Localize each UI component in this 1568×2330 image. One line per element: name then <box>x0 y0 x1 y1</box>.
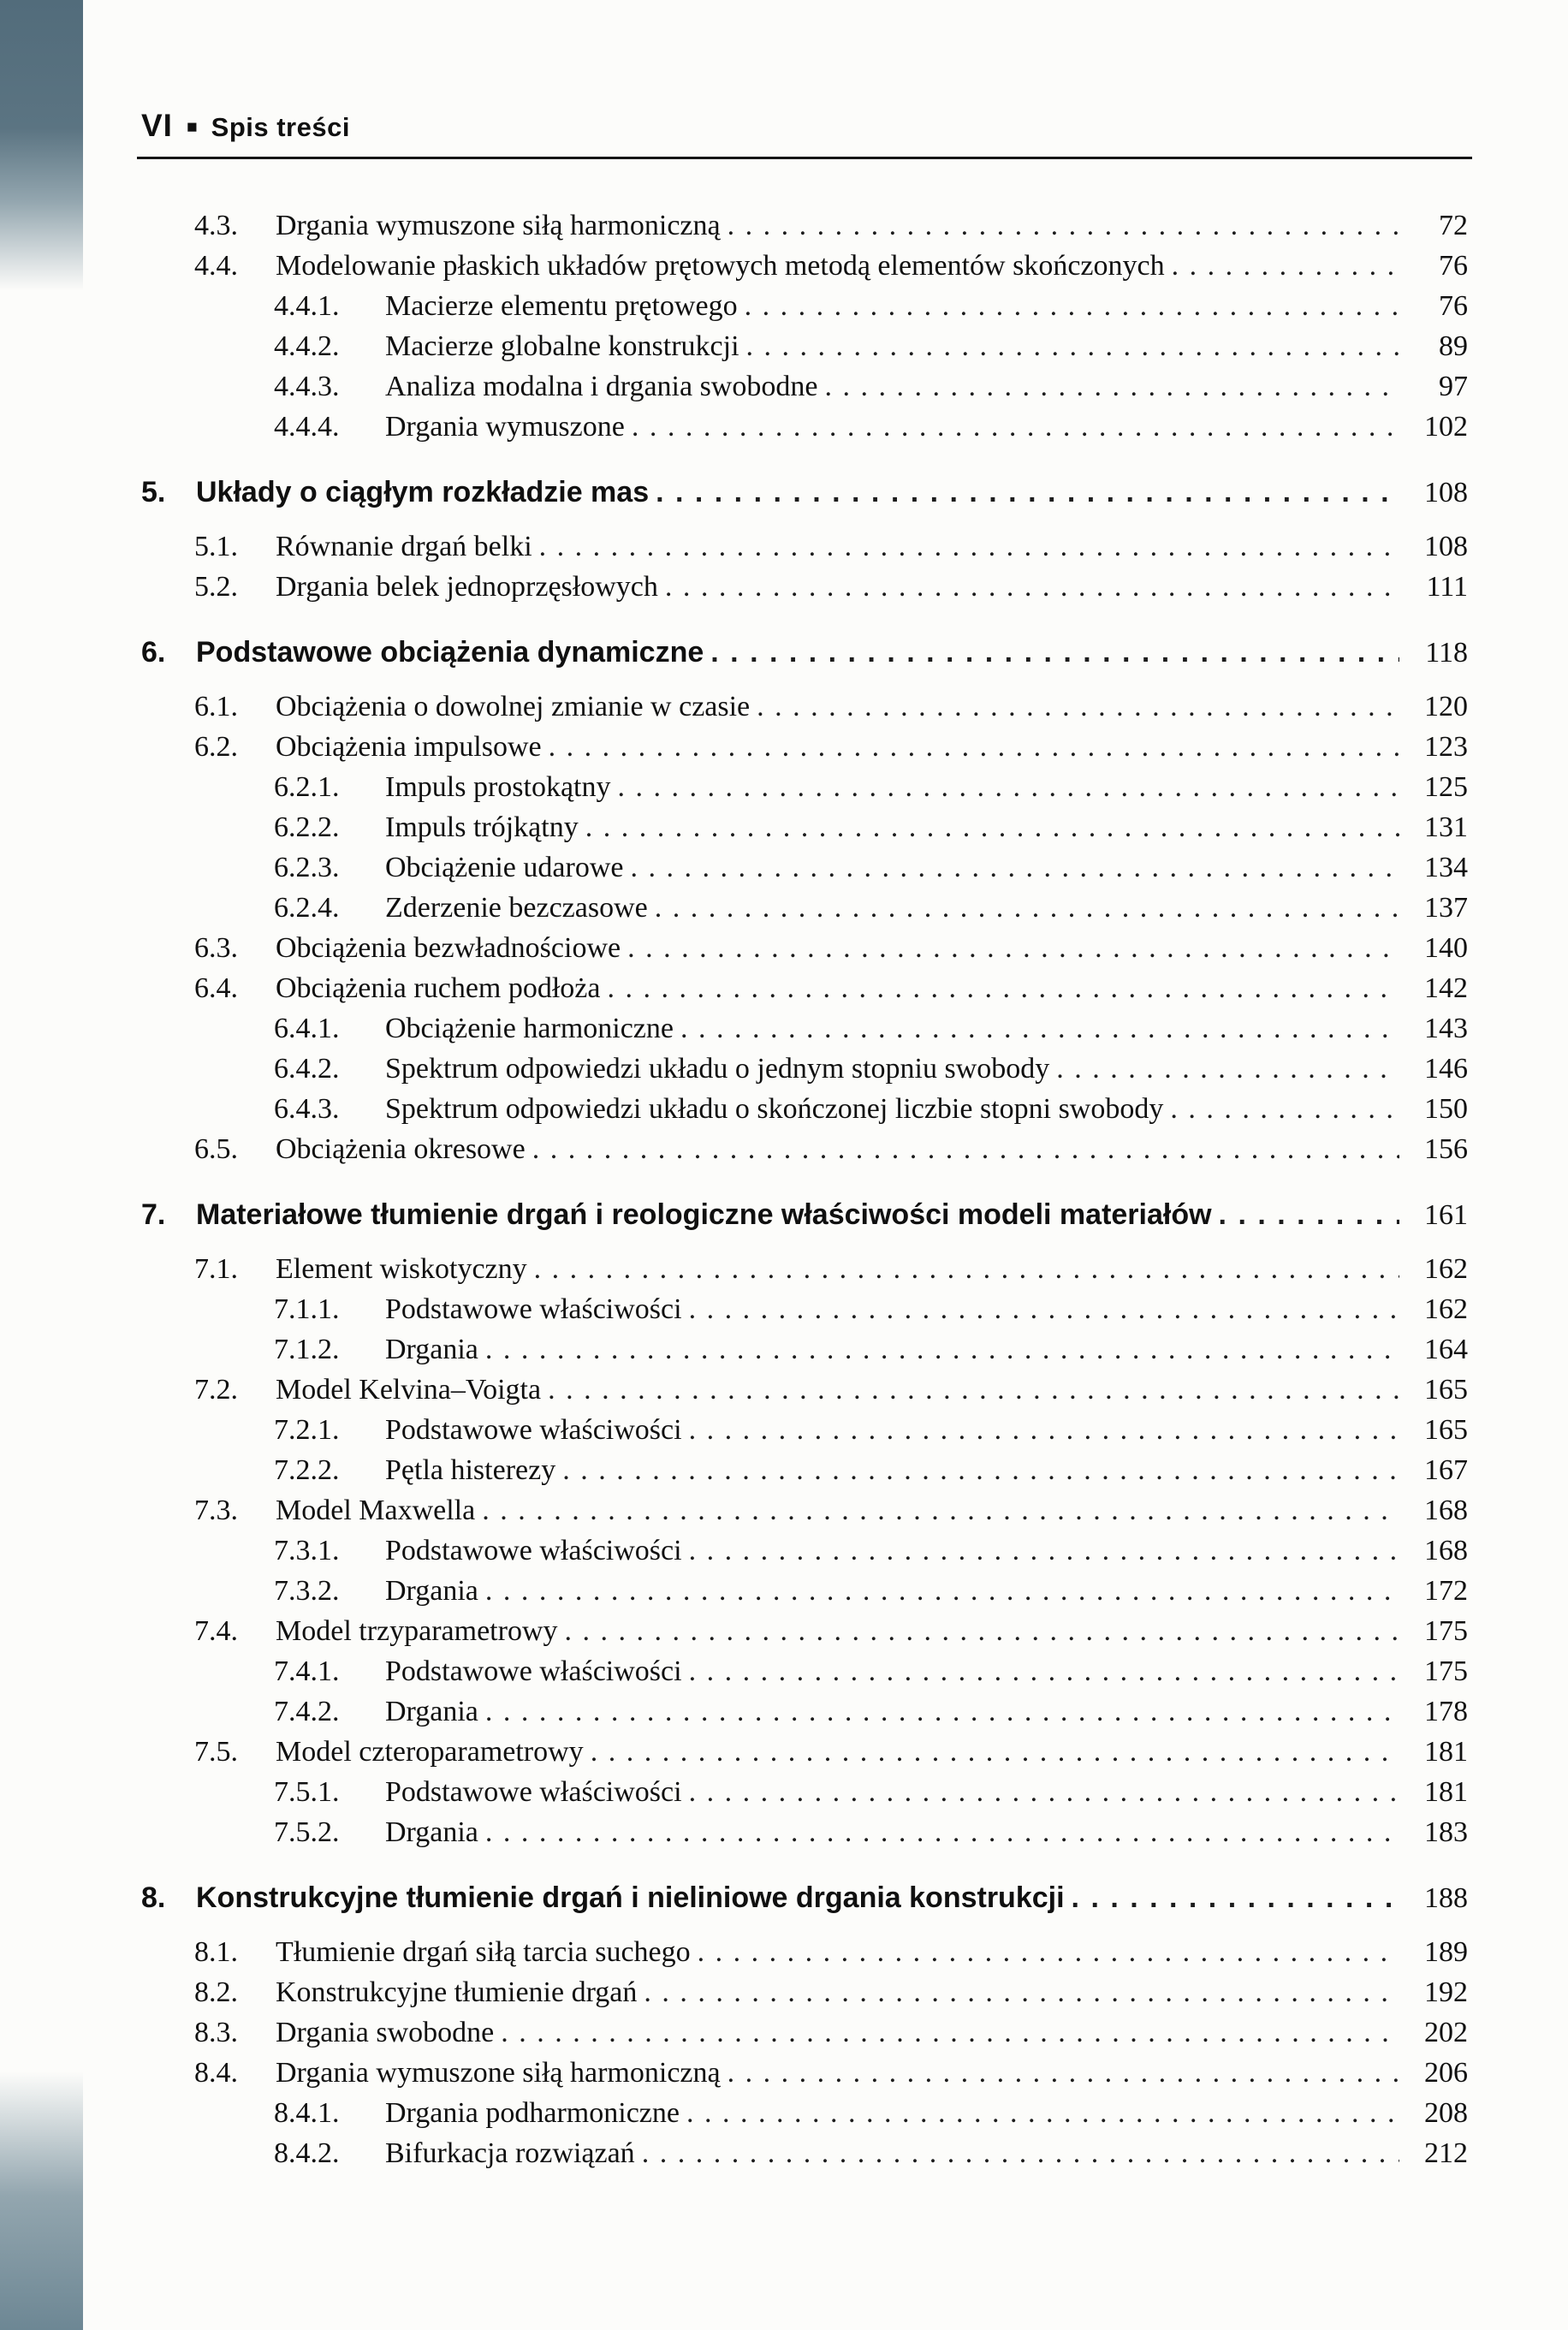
toc-dot-leader <box>745 286 1399 326</box>
toc-dot-leader <box>562 1450 1399 1490</box>
toc-row <box>141 1972 1468 2012</box>
toc-entry-number: 7.3. <box>194 1495 238 1526</box>
toc-dot-leader <box>689 1410 1399 1450</box>
toc-entry-number: 6.4. <box>194 972 238 1004</box>
toc-entry-title: Materiałowe tłumienie drgań i reologiczne właściwości modeli materiałów <box>196 1198 1212 1231</box>
toc-row <box>141 1812 1468 1852</box>
toc-entry-page: 167 <box>1424 1454 1468 1486</box>
toc-entry-number: 8.2. <box>194 1976 238 2008</box>
toc-entry-title: Obciążenia ruchem podłoża <box>276 972 601 1004</box>
toc-entry-page: 172 <box>1424 1575 1468 1607</box>
toc-entry-page: 175 <box>1424 1615 1468 1647</box>
toc-entry-page: 208 <box>1424 2097 1468 2129</box>
toc-entry-title: Drgania podharmoniczne <box>385 2097 680 2129</box>
toc-row <box>141 366 1468 407</box>
toc-entry-number: 7.1.2. <box>274 1334 340 1365</box>
running-head <box>141 108 1468 144</box>
toc-entry-title: Drgania belek jednoprzęsłowych <box>276 571 658 603</box>
toc-row <box>141 1289 1468 1329</box>
toc-entry-number: 5.2. <box>194 571 238 603</box>
toc-entry-title: Drgania wymuszone <box>385 411 625 443</box>
toc-row <box>141 326 1468 366</box>
toc-entry-title: Element wiskotyczny <box>276 1253 527 1285</box>
toc-entry-title: Obciążenie udarowe <box>385 852 624 883</box>
toc-dot-leader <box>642 2133 1399 2173</box>
toc-entry-page: 134 <box>1424 852 1468 883</box>
toc-row <box>141 1450 1468 1490</box>
toc-entry-title: Układy o ciągłym rozkładzie mas <box>196 476 650 508</box>
toc-entry-number: 6.3. <box>194 932 238 964</box>
toc-entry-title: Analiza modalna i drgania swobodne <box>385 371 818 402</box>
toc-entry-page: 76 <box>1439 250 1468 282</box>
toc-dot-leader <box>698 1932 1399 1972</box>
toc-row <box>141 1370 1468 1410</box>
toc-entry-title: Obciążenia bezwładnościowe <box>276 932 621 964</box>
toc-entry-number: 6. <box>141 636 166 669</box>
toc-entry-title: Drgania <box>385 1334 478 1365</box>
toc-dot-leader <box>532 1129 1399 1169</box>
toc-row <box>141 1329 1468 1370</box>
page-number-label: VI <box>141 108 173 143</box>
toc-entry-number: 8.1. <box>194 1936 238 1968</box>
toc-entry-page: 108 <box>1424 531 1468 562</box>
toc-dot-leader <box>485 1571 1399 1611</box>
toc-dot-leader <box>607 968 1399 1008</box>
toc-entry-page: 123 <box>1424 731 1468 763</box>
toc-entry-page: 178 <box>1424 1696 1468 1727</box>
toc-entry-title: Podstawowe właściwości <box>385 1776 682 1808</box>
toc-entry-number: 6.4.1. <box>274 1013 340 1044</box>
toc-dot-leader <box>689 1531 1399 1571</box>
toc-row <box>141 2053 1468 2093</box>
toc-entry-title: Obciążenia o dowolnej zmianie w czasie <box>276 691 751 722</box>
toc-entry-title: Pętla histerezy <box>385 1454 556 1486</box>
toc-row <box>141 526 1468 567</box>
toc-dot-leader <box>680 1008 1399 1049</box>
toc-entry-number: 7.2.2. <box>274 1454 340 1486</box>
toc-entry-title: Model trzyparametrowy <box>276 1615 558 1647</box>
toc-entry-title: Konstrukcyjne tłumienie drgań <box>276 1976 638 2008</box>
toc-entry-title: Konstrukcyjne tłumienie drgań i nieliniowe drgania konstrukcji <box>196 1881 1065 1914</box>
toc-dot-leader <box>548 1370 1399 1410</box>
toc-entry-number: 8.4.1. <box>274 2097 340 2129</box>
page-title: Spis treści <box>211 112 350 142</box>
toc-entry-number: 7.2.1. <box>274 1414 340 1446</box>
toc-dot-leader <box>1172 246 1399 286</box>
toc-entry-page: 206 <box>1424 2057 1468 2089</box>
toc-entry-number: 7.5.1. <box>274 1776 340 1808</box>
toc-row <box>141 1932 1468 1972</box>
toc-entry-page: 150 <box>1424 1093 1468 1125</box>
toc-entry-title: Obciążenia impulsowe <box>276 731 542 763</box>
toc-entry-number: 4.4.1. <box>274 290 340 322</box>
toc-entry-page: 165 <box>1424 1374 1468 1406</box>
toc-entry-number: 6.2.4. <box>274 892 340 924</box>
toc-row <box>141 1089 1468 1129</box>
toc-entry-title: Macierze globalne konstrukcji <box>385 330 739 362</box>
toc-dot-leader <box>689 1651 1399 1691</box>
toc-row <box>141 928 1468 968</box>
toc-entry-page: 72 <box>1439 210 1468 241</box>
toc-entry-page: 161 <box>1424 1199 1468 1231</box>
toc-entry-page: 111 <box>1426 571 1468 603</box>
toc-row <box>141 2133 1468 2173</box>
toc-entry-page: 140 <box>1424 932 1468 964</box>
toc-row <box>141 2093 1468 2133</box>
toc-dot-leader <box>501 2012 1399 2053</box>
toc-entry-title: Macierze elementu prętowego <box>385 290 738 322</box>
toc-dot-leader <box>655 888 1399 928</box>
toc-entry-number: 6.2.1. <box>274 771 340 803</box>
toc-dot-leader <box>627 928 1399 968</box>
toc-row <box>141 1049 1468 1089</box>
toc-entry-number: 8.4. <box>194 2057 238 2089</box>
toc-row <box>141 1195 1468 1235</box>
toc-entry-title: Drgania swobodne <box>276 2017 495 2048</box>
toc-row <box>141 1691 1468 1732</box>
toc-dot-leader <box>689 1289 1399 1329</box>
toc-dot-leader <box>728 2053 1399 2093</box>
toc-entry-page: 164 <box>1424 1334 1468 1365</box>
toc-dot-leader <box>617 767 1399 807</box>
toc-entry-number: 7.4. <box>194 1615 238 1647</box>
toc-entry-page: 143 <box>1424 1013 1468 1044</box>
toc-dot-leader <box>565 1611 1400 1651</box>
toc-entry-title: Podstawowe właściwości <box>385 1655 682 1687</box>
toc-row <box>141 807 1468 847</box>
toc-row <box>141 286 1468 326</box>
toc-row <box>141 1008 1468 1049</box>
toc-entry-page: 118 <box>1425 637 1468 669</box>
toc-dot-leader <box>686 2093 1399 2133</box>
toc-entry-title: Obciążenia okresowe <box>276 1133 526 1165</box>
toc-dot-leader <box>665 567 1399 607</box>
toc-row <box>141 1531 1468 1571</box>
toc-entry-title: Obciążenie harmoniczne <box>385 1013 674 1044</box>
toc-entry-number: 4.4.3. <box>274 371 340 402</box>
toc-entry-page: 175 <box>1424 1655 1468 1687</box>
toc-entry-number: 4.4.2. <box>274 330 340 362</box>
toc-row <box>141 1129 1468 1169</box>
toc-dot-leader <box>632 407 1399 447</box>
toc-row <box>141 567 1468 607</box>
toc-dot-leader <box>1170 1089 1399 1129</box>
toc-dot-leader <box>757 687 1399 727</box>
toc-dot-leader <box>485 1691 1399 1732</box>
toc-row <box>141 1878 1468 1918</box>
square-bullet-icon: ■ <box>186 117 198 137</box>
toc-entry-page: 142 <box>1424 972 1468 1004</box>
toc-dot-leader <box>485 1812 1399 1852</box>
toc-row <box>141 1249 1468 1289</box>
toc-entry-page: 181 <box>1424 1776 1468 1808</box>
toc-entry-title: Podstawowe właściwości <box>385 1414 682 1446</box>
book-spine-shadow <box>0 0 83 2330</box>
toc-entry-number: 6.1. <box>194 691 238 722</box>
toc-entry-page: 188 <box>1424 1882 1468 1914</box>
toc-entry-page: 162 <box>1424 1293 1468 1325</box>
toc-entry-page: 89 <box>1439 330 1468 362</box>
toc-entry-number: 7.1.1. <box>274 1293 340 1325</box>
toc-entry-title: Impuls prostokątny <box>385 771 611 803</box>
toc-entry-page: 168 <box>1424 1495 1468 1526</box>
toc-entry-number: 6.2. <box>194 731 238 763</box>
toc-entry-title: Podstawowe właściwości <box>385 1535 682 1566</box>
toc-row <box>141 727 1468 767</box>
toc-entry-number: 6.4.3. <box>274 1093 340 1125</box>
toc-row <box>141 888 1468 928</box>
toc-entry-number: 7.4.1. <box>274 1655 340 1687</box>
toc-entry-page: 162 <box>1424 1253 1468 1285</box>
toc-row <box>141 1772 1468 1812</box>
toc-entry-page: 202 <box>1424 2017 1468 2048</box>
toc-dot-leader <box>482 1490 1399 1531</box>
toc-dot-leader <box>746 326 1399 366</box>
toc-entry-number: 7.3.1. <box>274 1535 340 1566</box>
toc-entry-title: Model Maxwella <box>276 1495 476 1526</box>
toc-entry-page: 131 <box>1424 811 1468 843</box>
toc-entry-number: 7.4.2. <box>274 1696 340 1727</box>
toc-row <box>141 407 1468 447</box>
toc-row <box>141 473 1468 513</box>
toc-entry-number: 7.1. <box>194 1253 238 1285</box>
toc-entry-title: Drgania <box>385 1816 478 1848</box>
toc-entry-number: 7.2. <box>194 1374 238 1406</box>
toc-dot-leader <box>1072 1878 1399 1918</box>
toc-entry-page: 120 <box>1424 691 1468 722</box>
toc-entry-number: 6.2.3. <box>274 852 340 883</box>
toc-entry-number: 5.1. <box>194 531 238 562</box>
toc-entry-title: Tłumienie drgań siłą tarcia suchego <box>276 1936 691 1968</box>
toc-entry-page: 137 <box>1424 892 1468 924</box>
toc-entry-number: 4.4.4. <box>274 411 340 443</box>
toc-entry-title: Spektrum odpowiedzi układu o jednym stopniu swobody <box>385 1053 1050 1085</box>
toc-entry-number: 8.3. <box>194 2017 238 2048</box>
toc-entry-number: 7.3.2. <box>274 1575 340 1607</box>
toc-row <box>141 767 1468 807</box>
toc-row <box>141 1611 1468 1651</box>
toc-entry-title: Bifurkacja rozwiązań <box>385 2137 635 2169</box>
toc-entry-title: Podstawowe obciążenia dynamiczne <box>196 636 704 669</box>
toc-row <box>141 205 1468 246</box>
toc-entry-number: 6.4.2. <box>274 1053 340 1085</box>
toc-row <box>141 1651 1468 1691</box>
toc-entry-page: 156 <box>1424 1133 1468 1165</box>
toc-entry-page: 189 <box>1424 1936 1468 1968</box>
toc-dot-leader <box>534 1249 1399 1289</box>
toc-dot-leader <box>710 633 1399 673</box>
toc-entry-title: Spektrum odpowiedzi układu o skończonej liczbie stopni swobody <box>385 1093 1164 1125</box>
toc-row <box>141 1490 1468 1531</box>
toc-entry-page: 181 <box>1424 1736 1468 1768</box>
toc-entry-number: 7.5.2. <box>274 1816 340 1848</box>
toc-entry-title: Modelowanie płaskich układów prętowych metodą elementów skończonych <box>276 250 1165 282</box>
toc-row <box>141 968 1468 1008</box>
toc-row <box>141 2012 1468 2053</box>
toc-dot-leader <box>630 847 1399 888</box>
toc-entry-page: 192 <box>1424 1976 1468 2008</box>
toc-entry-page: 183 <box>1424 1816 1468 1848</box>
toc-entry-number: 6.5. <box>194 1133 238 1165</box>
toc-entry-page: 108 <box>1424 477 1468 508</box>
toc-entry-title: Drgania <box>385 1575 478 1607</box>
toc-dot-leader <box>824 366 1399 407</box>
toc-entry-page: 102 <box>1424 411 1468 443</box>
toc-entry-page: 168 <box>1424 1535 1468 1566</box>
toc-row <box>141 1410 1468 1450</box>
toc-entry-title: Drgania wymuszone siłą harmoniczną <box>276 210 721 241</box>
toc-entry-page: 146 <box>1424 1053 1468 1085</box>
toc-entry-number: 8.4.2. <box>274 2137 340 2169</box>
toc-entry-title: Podstawowe właściwości <box>385 1293 682 1325</box>
toc-dot-leader <box>591 1732 1399 1772</box>
toc-dot-leader <box>644 1972 1399 2012</box>
toc-row <box>141 1732 1468 1772</box>
toc-dot-leader <box>485 1329 1399 1370</box>
toc-entry-title: Model Kelvina–Voigta <box>276 1374 542 1406</box>
toc-row <box>141 633 1468 673</box>
toc-entry-title: Drgania wymuszone siłą harmoniczną <box>276 2057 721 2089</box>
toc-entry-page: 165 <box>1424 1414 1468 1446</box>
page-content <box>141 0 1468 2173</box>
toc-entry-number: 7. <box>141 1198 166 1231</box>
toc-dot-leader <box>585 807 1399 847</box>
toc-entry-page: 97 <box>1439 371 1468 402</box>
toc-dot-leader <box>656 473 1399 513</box>
toc-entry-number: 4.3. <box>194 210 238 241</box>
toc-entry-page: 76 <box>1439 290 1468 322</box>
toc-entry-title: Model czteroparametrowy <box>276 1736 584 1768</box>
toc-dot-leader <box>1056 1049 1399 1089</box>
toc-row <box>141 687 1468 727</box>
toc-dot-leader <box>689 1772 1399 1812</box>
toc-entry-number: 4.4. <box>194 250 238 282</box>
toc-row <box>141 246 1468 286</box>
header-rule <box>137 157 1472 159</box>
toc-entry-title: Równanie drgań belki <box>276 531 532 562</box>
toc-entry-number: 8. <box>141 1881 166 1914</box>
toc-list <box>141 205 1468 2173</box>
toc-entry-page: 212 <box>1424 2137 1468 2169</box>
toc-dot-leader <box>1219 1195 1399 1235</box>
toc-row <box>141 847 1468 888</box>
toc-entry-number: 5. <box>141 476 166 508</box>
toc-entry-number: 6.2.2. <box>274 811 340 843</box>
toc-dot-leader <box>539 526 1399 567</box>
toc-entry-title: Drgania <box>385 1696 478 1727</box>
toc-dot-leader <box>728 205 1399 246</box>
toc-entry-page: 125 <box>1424 771 1468 803</box>
toc-entry-number: 7.5. <box>194 1736 238 1768</box>
toc-dot-leader <box>549 727 1399 767</box>
toc-row <box>141 1571 1468 1611</box>
toc-entry-title: Zderzenie bezczasowe <box>385 892 648 924</box>
toc-entry-title: Impuls trójkątny <box>385 811 579 843</box>
